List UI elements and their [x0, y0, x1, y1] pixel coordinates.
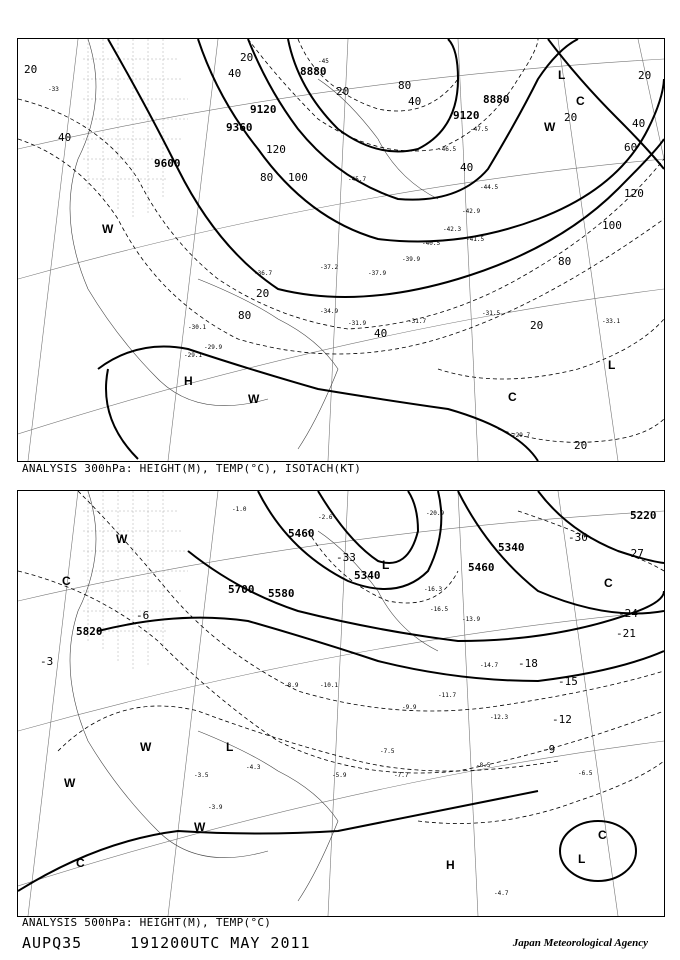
- height-label: 5460: [288, 527, 315, 540]
- isotach-label: 40: [374, 327, 388, 340]
- temperature-value: -2.6: [318, 514, 333, 521]
- temperature-value: -14.7: [480, 662, 499, 669]
- isotach-label: 40: [408, 95, 422, 108]
- isotach-label: 40: [632, 117, 646, 130]
- land-hatch-300: [83, 39, 188, 219]
- land-hatch-500: [83, 491, 188, 671]
- isotherm-label: -12: [552, 713, 572, 726]
- high-pressure-symbol: H: [446, 858, 455, 872]
- isotach-label: 120: [624, 187, 644, 200]
- chart-datetime: 191200UTC MAY 2011: [130, 934, 311, 952]
- isotach-label: 40: [58, 131, 72, 144]
- temperature-value: -20.9: [426, 510, 445, 517]
- temperature-value: -41.5: [466, 236, 485, 243]
- temperature-value: -37.2: [320, 264, 339, 271]
- map-500hpa: [18, 491, 664, 916]
- isotach-label: 20: [574, 439, 588, 452]
- isotach-label: 20: [564, 111, 578, 124]
- isotach-label: 20: [638, 69, 652, 82]
- height-label: 5340: [498, 541, 525, 554]
- isotherm-labels-500: [40, 531, 644, 756]
- temperature-value: -3.9: [208, 804, 223, 811]
- temperature-value: -45: [318, 58, 329, 65]
- high-pressure-symbol: H: [184, 374, 193, 388]
- isotach-label: 100: [288, 171, 308, 184]
- temperature-value: -4.3: [246, 764, 261, 771]
- isotherm-label: -33: [336, 551, 356, 564]
- warm-center-symbol: W: [140, 740, 152, 754]
- temperature-value: -7.7: [394, 772, 409, 779]
- temperature-value: -29.9: [204, 344, 223, 351]
- warm-center-symbol: W: [102, 222, 114, 236]
- height-label: 5580: [268, 587, 295, 600]
- temperature-value: -47.5: [470, 126, 489, 133]
- temperature-value: -3.5: [194, 772, 209, 779]
- temperature-value: -39.9: [402, 256, 421, 263]
- temperature-value: -31.9: [348, 320, 367, 327]
- isotach-label: 80: [260, 171, 274, 184]
- map-300hpa: [18, 39, 664, 461]
- isotach-label: 120: [266, 143, 286, 156]
- panel-500hpa-map: [17, 490, 665, 917]
- height-label: 8880: [483, 93, 510, 106]
- low-pressure-symbol: L: [558, 68, 566, 82]
- temperature-value: -31.5: [482, 310, 501, 317]
- isotherm-label: -3: [40, 655, 54, 668]
- height-label: 5820: [76, 625, 103, 638]
- warm-center-symbol: W: [116, 532, 128, 546]
- temperature-value: -5.9: [332, 772, 347, 779]
- warm-center-symbol: W: [248, 392, 260, 406]
- temperature-value: -12.3: [490, 714, 509, 721]
- isotach-label: 20: [24, 63, 38, 76]
- isotach-label: 80: [558, 255, 572, 268]
- height-label: 9360: [226, 121, 253, 134]
- coastline-300: [70, 39, 441, 449]
- temperature-value: -30.1: [188, 324, 207, 331]
- temperature-value: -10.1: [320, 682, 339, 689]
- isotach-label: 20: [530, 319, 544, 332]
- cold-center-symbol: C: [76, 856, 85, 870]
- height-label: 9120: [453, 109, 480, 122]
- cold-center-symbol: C: [598, 828, 607, 842]
- temperature-values-500: [194, 506, 593, 897]
- isotach-label: 20: [336, 85, 350, 98]
- isotherm-label: -6: [136, 609, 150, 622]
- temperature-value: -6.5: [578, 770, 593, 777]
- temperature-value: -45.7: [348, 176, 367, 183]
- warm-center-symbol: W: [64, 776, 76, 790]
- temperature-value: -16.3: [424, 586, 443, 593]
- temperature-value: -44.5: [480, 184, 499, 191]
- agency-name: Japan Meteorological Agency: [512, 937, 648, 949]
- chart-code: AUPQ35: [22, 934, 83, 952]
- warm-center-symbol: W: [544, 120, 556, 134]
- temperature-value: -42.9: [462, 208, 481, 215]
- temperature-value: -16.5: [430, 606, 449, 613]
- height-label: 5220: [630, 509, 657, 522]
- isotach-label: 80: [398, 79, 412, 92]
- coastline-500: [70, 491, 438, 901]
- low-pressure-symbol: L: [608, 358, 616, 372]
- temperature-value: -46.5: [438, 146, 457, 153]
- temperature-value: -1.0: [232, 506, 247, 513]
- isotherm-label: -21: [616, 627, 636, 640]
- temperature-value: -33: [48, 86, 59, 93]
- temperature-value: -7.5: [380, 748, 395, 755]
- isotherm-label: -30: [568, 531, 588, 544]
- pressure-systems-500: [62, 532, 613, 872]
- temperature-value: -37.9: [368, 270, 387, 277]
- pressure-systems-300: [102, 68, 615, 406]
- panel-300hpa-map: [17, 38, 665, 462]
- isotach-label: 100: [602, 219, 622, 232]
- height-label: 5700: [228, 583, 255, 596]
- temperature-value: -4.7: [494, 890, 509, 897]
- caption-300hpa: ANALYSIS 300hPa: HEIGHT(M), TEMP(°C), ISOTACH(KT): [22, 462, 362, 475]
- height-label: 9600: [154, 157, 181, 170]
- height-label: 9120: [250, 103, 277, 116]
- isotach-lines-300: [18, 39, 664, 442]
- isotherm-label: -27: [624, 547, 644, 560]
- temperature-value: -33.1: [602, 318, 621, 325]
- height-label: 5460: [468, 561, 495, 574]
- temperature-value: -29.7: [512, 432, 531, 439]
- isotach-label: 40: [460, 161, 474, 174]
- warm-center-symbol: W: [194, 820, 206, 834]
- height-label: 5340: [354, 569, 381, 582]
- cold-center-symbol: C: [508, 390, 517, 404]
- low-pressure-symbol: L: [382, 558, 390, 572]
- height-label: 8880: [300, 65, 327, 78]
- isotherm-label: -9: [542, 743, 556, 756]
- isotach-label: 80: [238, 309, 252, 322]
- temperature-value: -11.7: [438, 692, 457, 699]
- cold-center-symbol: C: [604, 576, 613, 590]
- cold-center-symbol: C: [576, 94, 585, 108]
- graticule-300: [18, 39, 664, 461]
- temperature-value: -36.7: [254, 270, 273, 277]
- temperature-value: -29.1: [184, 352, 203, 359]
- isotach-label: 40: [228, 67, 242, 80]
- isotach-label: 20: [240, 51, 254, 64]
- caption-500hpa: ANALYSIS 500hPa: HEIGHT(M), TEMP(°C): [22, 916, 272, 929]
- low-pressure-symbol: L: [226, 740, 234, 754]
- cold-center-symbol: C: [62, 574, 71, 588]
- isotach-label: 60: [624, 141, 638, 154]
- temperature-value: -9.9: [402, 704, 417, 711]
- temperature-value: -13.9: [462, 616, 481, 623]
- temperature-value: -8.9: [284, 682, 299, 689]
- isotherm-label: -15: [558, 675, 578, 688]
- temperature-value: -42.3: [443, 226, 462, 233]
- temperature-value: -31.7: [408, 318, 427, 325]
- isotherm-label: -24: [618, 607, 638, 620]
- isotherm-label: -18: [518, 657, 538, 670]
- low-pressure-symbol: L: [578, 852, 586, 866]
- temperature-value: -34.9: [320, 308, 339, 315]
- temperature-value: -8.5: [476, 762, 491, 769]
- temperature-value: -40.5: [422, 240, 441, 247]
- isotach-label: 20: [256, 287, 270, 300]
